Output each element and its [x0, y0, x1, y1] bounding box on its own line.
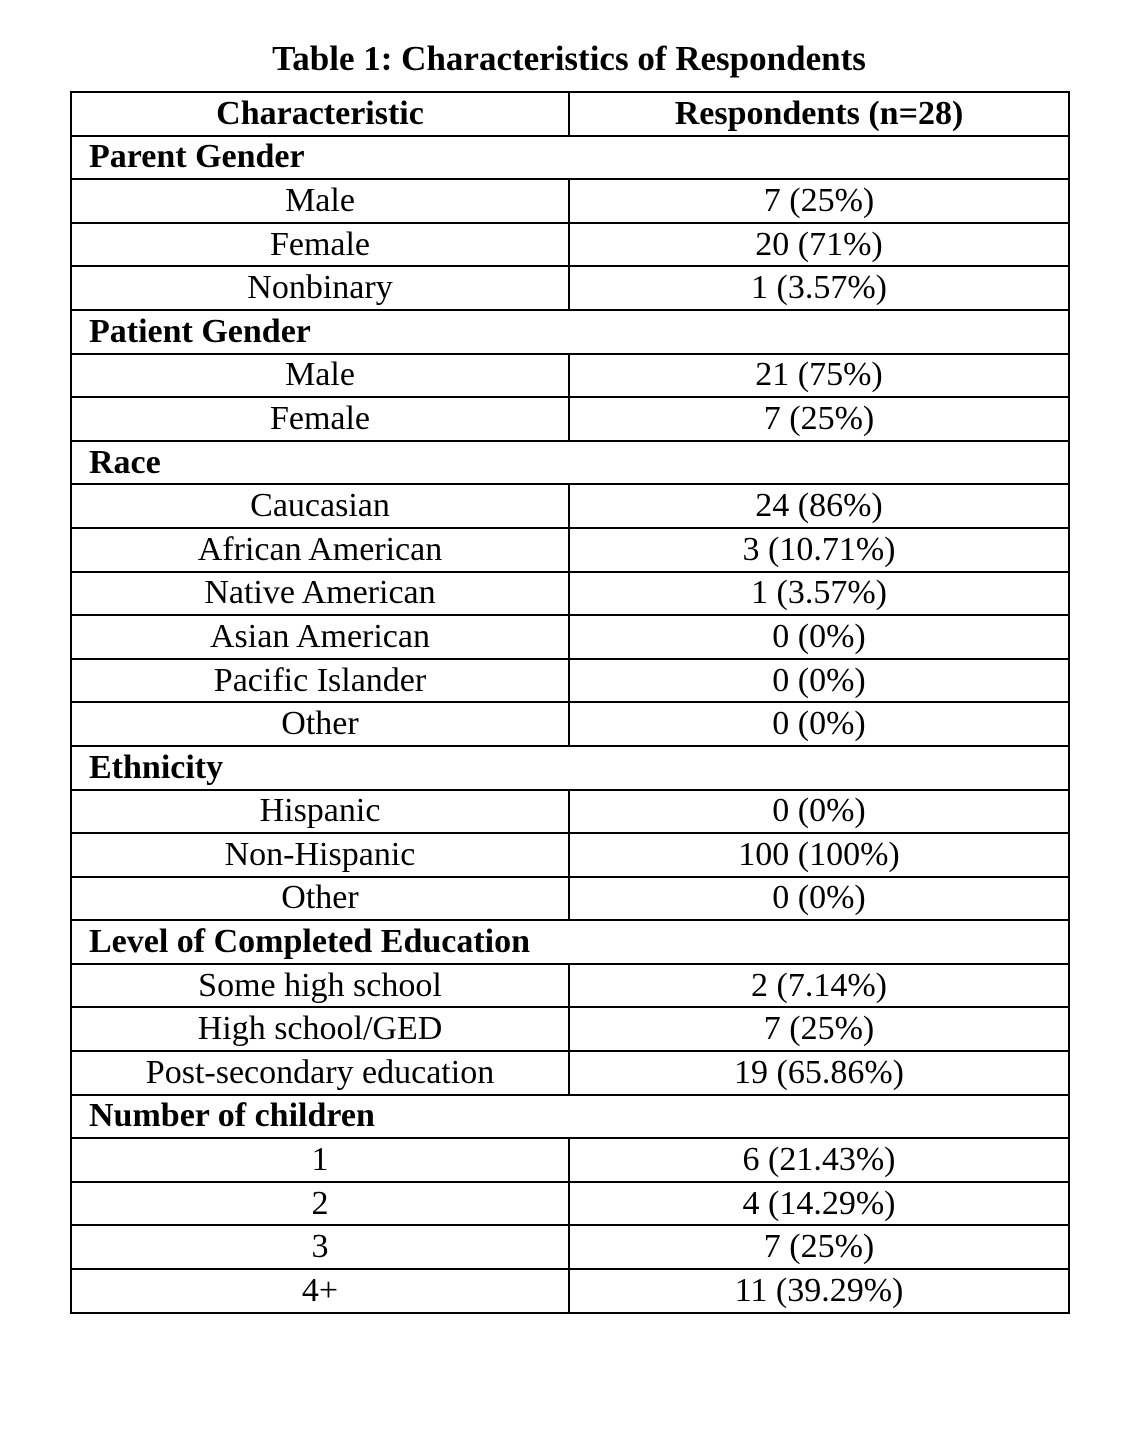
table-row	[71, 528, 1069, 572]
row-value: 24 (86%)	[569, 484, 1069, 528]
row-value: 0 (0%)	[569, 790, 1069, 834]
row-value: 7 (25%)	[569, 1007, 1069, 1051]
row-label: Some high school	[71, 964, 569, 1008]
section-title: Patient Gender	[71, 310, 1069, 354]
table-row	[71, 1225, 1069, 1269]
row-value: 19 (65.86%)	[569, 1051, 1069, 1095]
header-row	[71, 92, 1069, 136]
row-value: 2 (7.14%)	[569, 964, 1069, 1008]
row-value: 0 (0%)	[569, 702, 1069, 746]
row-value: 21 (75%)	[569, 354, 1069, 398]
table-row	[71, 1007, 1069, 1051]
table-row	[71, 354, 1069, 398]
table-row	[71, 877, 1069, 921]
row-label: African American	[71, 528, 569, 572]
header-characteristic: Characteristic	[71, 92, 569, 136]
row-label: Post-secondary education	[71, 1051, 569, 1095]
section-row	[71, 136, 1069, 180]
header-respondents: Respondents (n=28)	[569, 92, 1069, 136]
table-caption: Table 1: Characteristics of Respondents	[272, 39, 866, 78]
row-value: 0 (0%)	[569, 659, 1069, 703]
row-label: 1	[71, 1138, 569, 1182]
row-label: Native American	[71, 572, 569, 616]
table-row	[71, 1182, 1069, 1226]
table-row	[71, 1269, 1069, 1313]
section-row	[71, 1095, 1069, 1139]
row-label: Male	[71, 179, 569, 223]
table-row	[71, 702, 1069, 746]
section-row	[71, 746, 1069, 790]
row-value: 1 (3.57%)	[569, 572, 1069, 616]
row-value: 7 (25%)	[569, 1225, 1069, 1269]
table-row	[71, 790, 1069, 834]
row-value: 1 (3.57%)	[569, 266, 1069, 310]
table-row	[71, 484, 1069, 528]
row-label: Other	[71, 702, 569, 746]
row-label: 3	[71, 1225, 569, 1269]
table-row	[71, 397, 1069, 441]
row-label: Female	[71, 397, 569, 441]
row-label: Female	[71, 223, 569, 267]
row-value: 11 (39.29%)	[569, 1269, 1069, 1313]
row-label: Pacific Islander	[71, 659, 569, 703]
row-label: 2	[71, 1182, 569, 1226]
row-label: Non-Hispanic	[71, 833, 569, 877]
table-row	[71, 833, 1069, 877]
section-title: Race	[71, 441, 1069, 485]
row-label: High school/GED	[71, 1007, 569, 1051]
row-value: 3 (10.71%)	[569, 528, 1069, 572]
row-value: 7 (25%)	[569, 397, 1069, 441]
table-row	[71, 659, 1069, 703]
row-value: 7 (25%)	[569, 179, 1069, 223]
table-row	[71, 266, 1069, 310]
row-label: Male	[71, 354, 569, 398]
row-value: 100 (100%)	[569, 833, 1069, 877]
table-row	[71, 964, 1069, 1008]
table-row	[71, 1138, 1069, 1182]
row-value: 20 (71%)	[569, 223, 1069, 267]
row-label: Asian American	[71, 615, 569, 659]
section-title: Number of children	[71, 1095, 1069, 1139]
row-label: 4+	[71, 1269, 569, 1313]
table-row	[71, 1051, 1069, 1095]
section-row	[71, 920, 1069, 964]
section-title: Ethnicity	[71, 746, 1069, 790]
section-title: Level of Completed Education	[71, 920, 1069, 964]
row-label: Caucasian	[71, 484, 569, 528]
row-label: Nonbinary	[71, 266, 569, 310]
table-row	[71, 223, 1069, 267]
row-value: 4 (14.29%)	[569, 1182, 1069, 1226]
table-row	[71, 615, 1069, 659]
characteristics-table	[70, 91, 1070, 1314]
row-label: Other	[71, 877, 569, 921]
row-value: 0 (0%)	[569, 877, 1069, 921]
section-row	[71, 310, 1069, 354]
section-row	[71, 441, 1069, 485]
row-label: Hispanic	[71, 790, 569, 834]
table-row	[71, 179, 1069, 223]
row-value: 6 (21.43%)	[569, 1138, 1069, 1182]
row-value: 0 (0%)	[569, 615, 1069, 659]
section-title: Parent Gender	[71, 136, 1069, 180]
table-row	[71, 572, 1069, 616]
